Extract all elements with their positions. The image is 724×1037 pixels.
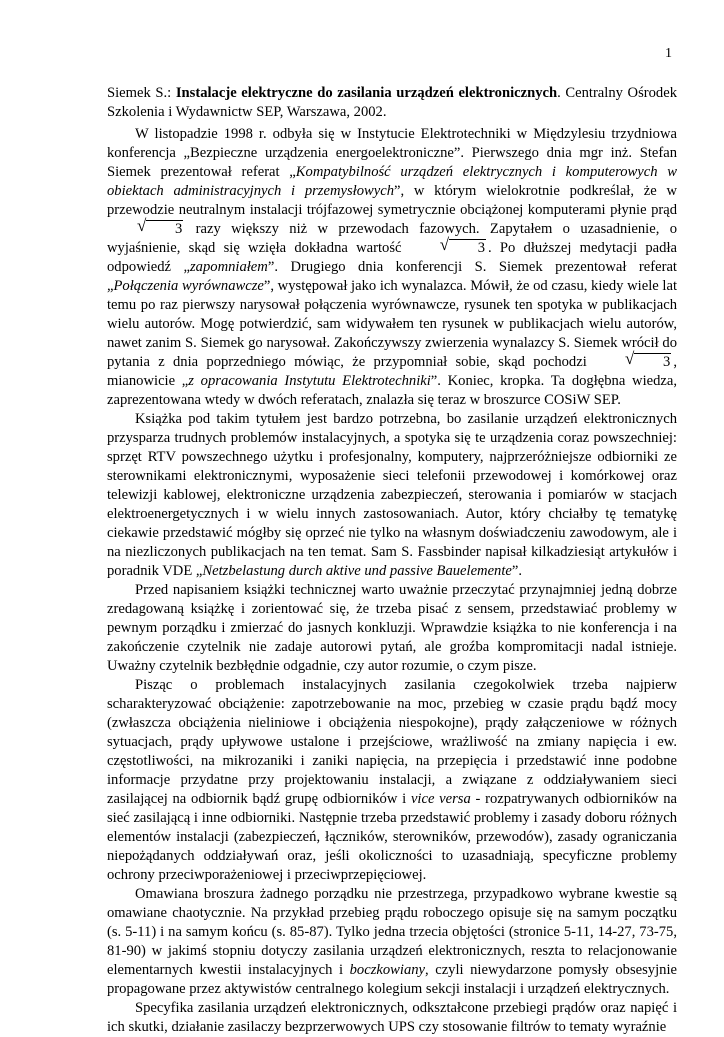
italic-run: boczkowiany — [349, 962, 426, 978]
reference-title: Instalacje elektryczne do zasilania urządzeń elektronicznych — [175, 85, 558, 101]
text-run: ”, w którym wielokrotnie podkreślał, że w przewodzie neutralnym instalacji trójfazowej symetrycznie obciążonej komputerami płynie prąd — [107, 183, 677, 218]
italic-run: vice versa — [410, 791, 471, 807]
text-run: razy większy niż w przewodach fazowych. Zapytałem o uzasadnienie, o wyjaśnienie, skąd się wzięła dokładna wartość — [107, 221, 677, 256]
paragraph-1 — [107, 125, 677, 410]
text-run: . Po dłuższej medytacji padła odpowiedź „ — [107, 240, 677, 275]
text-run: - rozpatrywanych odbiorników na sieć zasilającą i inne odbiorniki. Następnie trzeba przedstawić problemy i zasady doboru różnych elementów instalacji (zabezpieczeń, łączników, sterowników, przewodów), zasady ograniczania niepożądanych oddziaływań oraz, jeśli okoliczności to uzasadniają, specyficzne problemy ochrony przeciwporażeniowej i przeciwprzepięciowej. — [107, 791, 677, 883]
paragraph-6: Specyfika zasilania urządzeń elektronicznych, odkształcone przebiegi prądów oraz napięć i ich skutki, działanie zasilaczy bezprzerwowych UPS czy stosowanie filtrów to tematy wyraźnie — [107, 1000, 677, 1035]
italic-run: zapomniałem — [190, 259, 268, 275]
italic-run: Netzbelastung durch aktive und passive Bauelemente — [202, 563, 512, 579]
reference-author: Siemek S.: — [107, 85, 176, 101]
text-run: W listopadzie 1998 r. odbyła się w Instytucie Elektrotechniki w Międzylesiu trzydniowa konferencja „Bezpieczne urządzenia energoelektroniczne”. Pierwszego dnia mgr inż. Stefan Siemek prezentował referat „ — [107, 126, 677, 180]
italic-run: Kompatybilność urządzeń elektrycznych i komputerowych w obiektach administracyjnych i przemysłowych — [107, 164, 677, 199]
text-run: Książka pod takim tytułem jest bardzo potrzebna, bo zasilanie urządzeń elektronicznych przysparza trudnych problemów instalacyjnych, a spotyka się te urządzenia coraz powszechniej: sprzęt RTV powszechnego użytku i profesjonalny, komputery, najprzeróżniejsze odbiorniki ze sterownikami elektronicznymi, wyposażenie sieci telefonii przewodowej i komórkowej oraz telewizji kablowej, elektroniczne urządzenia zabezpieczeń, sterowania i pomiarów w stacjach elektroenergetycznych i w wielu innych zastosowaniach. Autor, który chciałby tę tematykę ciekawie przedstawić mógłby się oprzeć nie tylko na własnym doświadczeniu zawodowym, ale i na niezliczonych publikacjach na ten temat. Sam S. Fassbinder napisał kilkadziesiąt artykułów i poradnik VDE „ — [107, 411, 677, 579]
square-root-symbol: √ 3 — [439, 235, 486, 256]
italic-run: Połączenia wyrównawcze — [113, 278, 264, 294]
text-run: ”. Koniec, kropka. Ta dogłębna wiedza, zaprezentowana wtedy w dwóch referatach, znalazła się teraz w broszurce COSiW SEP. — [107, 373, 678, 408]
italic-run: z opracowania Instytutu Elektrotechniki — [188, 373, 431, 389]
text-run: , mianowicie „ — [107, 354, 677, 389]
text-run: Omawiana broszura żadnego porządku nie przestrzega, przypadkowo wybrane kwestie są omawiane chaotycznie. Na przykład przebieg prądu roboczego opisuje się na samym początku (s. 5-11) i na samym końcu (s. 85-87). Tylko jedna trzecia objętości (stronice 5-11, 14-27, 73-75, 81-90) w jakimś stopniu dotyczy zasilania urządzeń elektronicznych, reszta to relacjonowanie elementarnych kwestii instalacyjnych i — [107, 886, 677, 978]
paragraph-5 — [107, 885, 677, 999]
text-run: Pisząc o problemach instalacyjnych zasilania czegokolwiek trzeba najpierw scharakteryzować obciążenie: zapotrzebowanie na moc, przebieg w czasie prądu bądź mocy (zwłaszcza obciążenia nieliniowe i obciążenia niespokojne), prądy załączeniowe w różnych sytuacjach, prądy upływowe ustalone i przejściowe, wrażliwość na zmiany napięcia i ew. częstotliwości, na mikrozaniki i zaniki napięcia, na przepięcia i przedstawić inne podobne informacje przydatne przy projektowaniu instalacji, a związane z oddziaływaniem sieci zasilającej na odbiornik bądź grupę odbiorników i — [107, 677, 677, 807]
paragraph-2 — [107, 410, 677, 581]
page-number: 1 — [665, 46, 672, 61]
document-body — [107, 84, 677, 1037]
square-root-symbol: √ 3 — [625, 349, 671, 370]
paragraph-4 — [107, 676, 677, 885]
square-root-symbol: √ 3 — [137, 216, 183, 237]
text-run: ”, występował jako ich wynalazca. Mówił, że od czasu, kiedy wiele lat temu po raz pierwszy narysował połączenia wyrównawcze, rysunek ten spotyka w publikacjach wielu autorów. Mogę potwierdzić, sam widywałem ten rysunek w publikacjach wielu autorów, nawet zanim S. Siemek go narysował. Zakończywszy zwierzenia wynalazcy S. Siemek wrócił do pytania z dnia poprzedniego mówiąc, że przypomniał sobie, skąd pochodzi — [107, 278, 677, 370]
bibliographic-reference — [107, 84, 677, 122]
paragraph-3: Przed napisaniem książki technicznej warto uważnie przeczytać przynajmniej jedną dobrze zredagowaną książkę i zorientować się, że trzeba pisać z sensem, przedstawiać problemy w pewnym porządku i zmierzać do jasnych konkluzji. Wprawdzie książka to nie konferencja i na zakończenie czytelnik nie zadaje autorowi pytań, ale groźba kompromitacji nadal istnieje. Uważny czytelnik bezbłędnie odgadnie, czy autor rozumie, o czym pisze. — [107, 582, 677, 674]
text-run: , czyli niewydarzone pomysły obsesyjnie propagowane przez aktywistów centralnego kolegium sekcji instalacji i urządzeń elektrycznych. — [107, 962, 677, 997]
text-run: ”. Drugiego dnia konferencji S. Siemek prezentował referat „ — [107, 259, 677, 294]
reference-publisher: . Centralny Ośrodek Szkolenia i Wydawnictw SEP, Warszawa, 2002. — [107, 85, 678, 120]
text-run: ”. — [511, 563, 523, 579]
